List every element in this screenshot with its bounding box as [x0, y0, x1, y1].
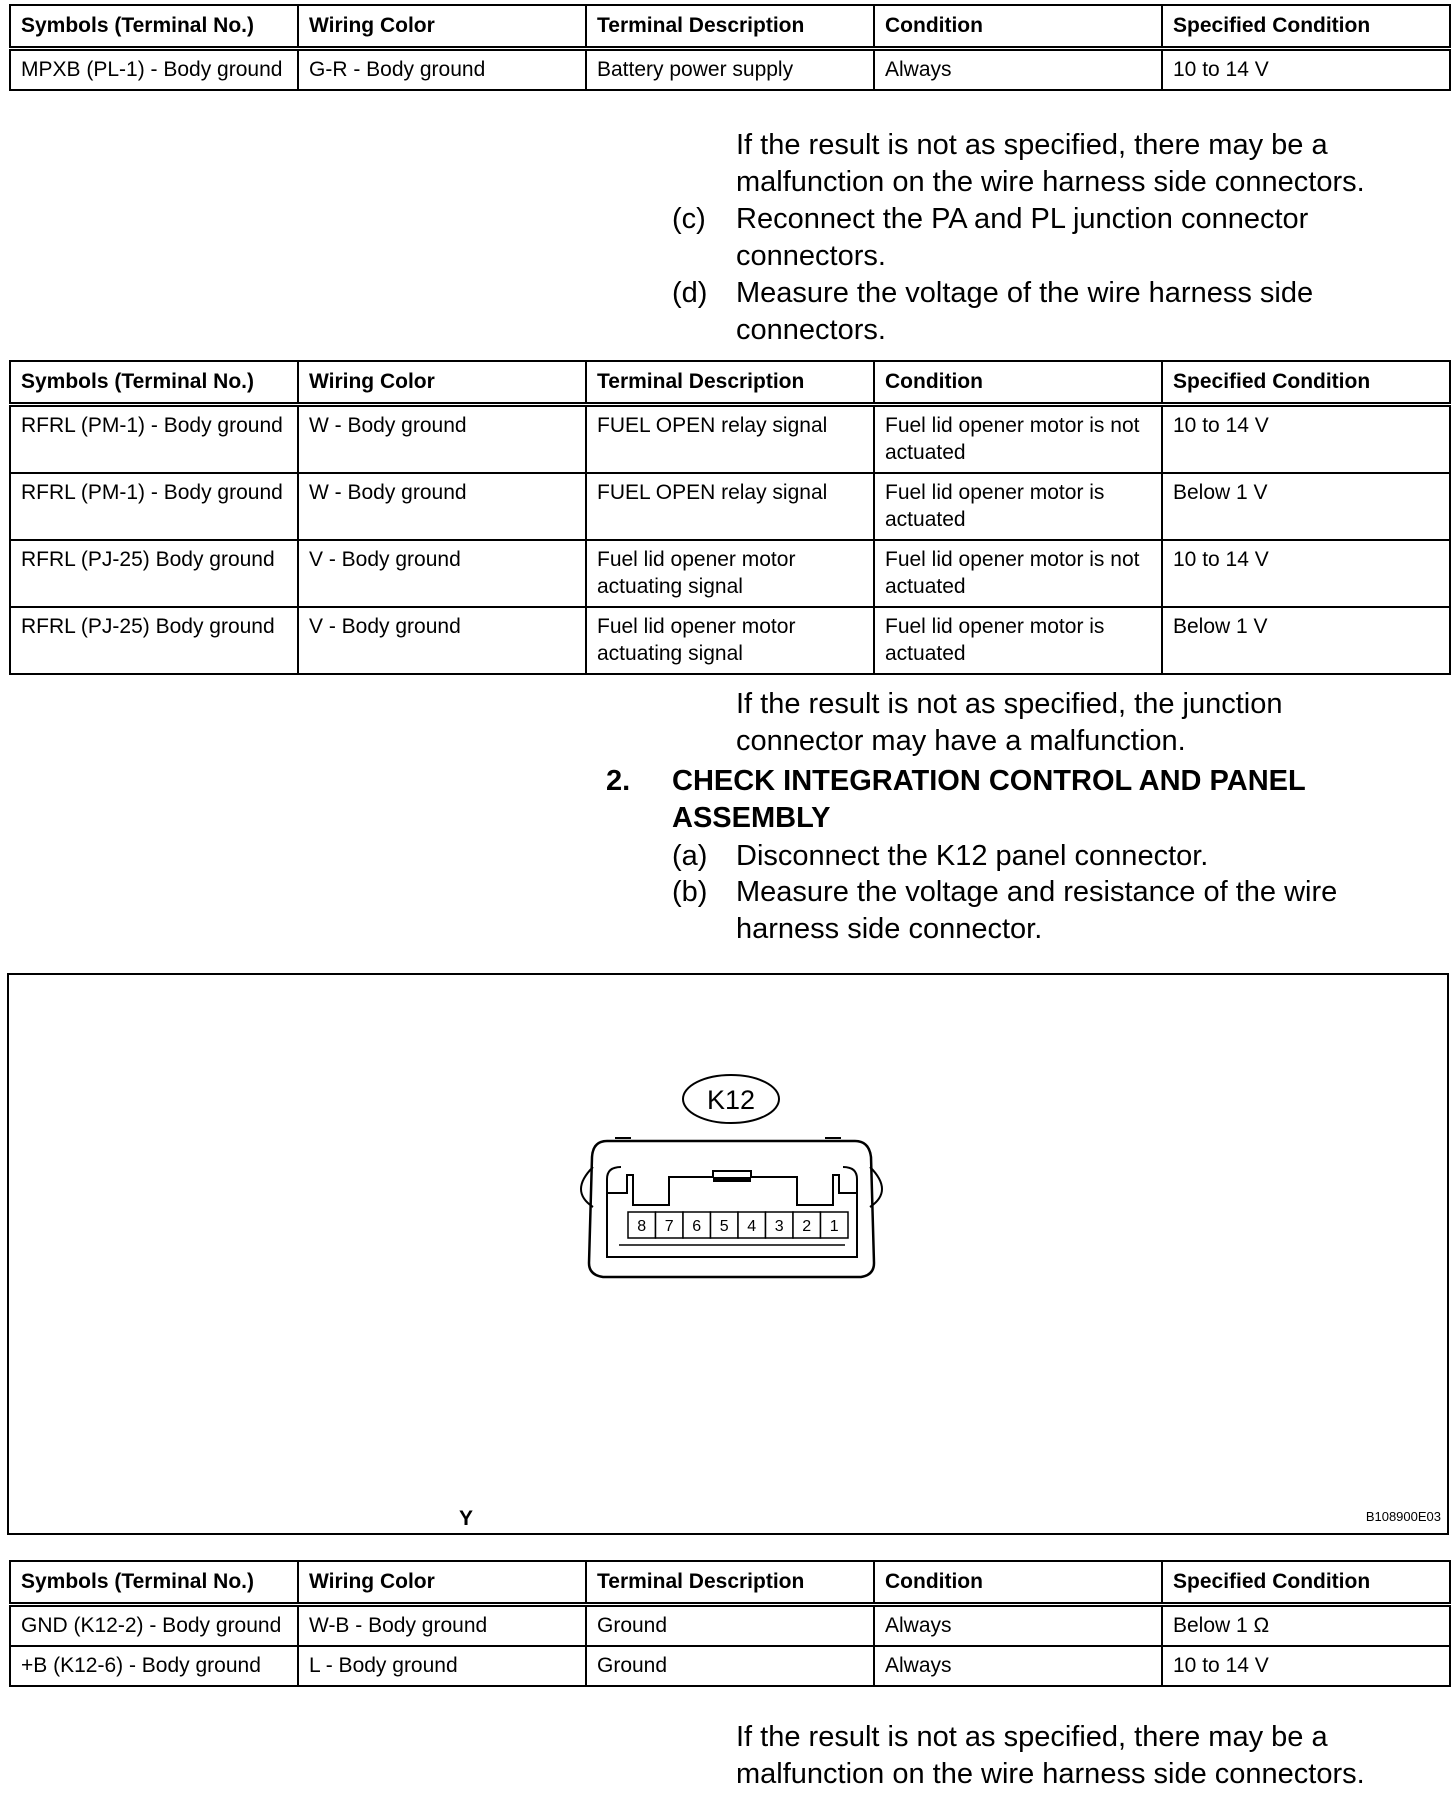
- step-label: (c): [672, 203, 706, 235]
- pin-number: 1: [829, 1218, 839, 1235]
- table-cell: 10 to 14 V: [1162, 49, 1450, 91]
- column-header: Terminal Description: [586, 361, 874, 405]
- table-cell: 10 to 14 V: [1162, 540, 1450, 607]
- table-cell: W-B - Body ground: [298, 1605, 586, 1647]
- result-note-1: If the result is not as specified, there may be a malfunction on the wire harness side connectors.: [736, 129, 1365, 198]
- table-row: [10, 540, 1450, 607]
- table-cell: Ground: [586, 1605, 874, 1647]
- step-text: Reconnect the PA and PL junction connector connectors.: [736, 203, 1309, 272]
- table-row: [10, 1605, 1450, 1647]
- table-row: [10, 607, 1450, 674]
- table-cell: Fuel lid opener motor actuating signal: [586, 607, 874, 674]
- table-row: [10, 473, 1450, 540]
- column-header: Symbols (Terminal No.): [10, 1561, 298, 1605]
- table-cell: FUEL OPEN relay signal: [586, 405, 874, 474]
- column-header: Terminal Description: [586, 1561, 874, 1605]
- table-cell: Fuel lid opener motor is actuated: [874, 607, 1162, 674]
- table-cell: 10 to 14 V: [1162, 405, 1450, 474]
- table-cell: Below 1 V: [1162, 607, 1450, 674]
- step-label: (a): [672, 840, 708, 872]
- connector-diagram: [9, 975, 1447, 1533]
- column-header: Symbols (Terminal No.): [10, 5, 298, 49]
- spec-table-2: [9, 360, 1451, 675]
- column-header: Specified Condition: [1162, 5, 1450, 49]
- table-cell: FUEL OPEN relay signal: [586, 473, 874, 540]
- table-row: [10, 49, 1450, 91]
- step-label: (d): [672, 277, 708, 309]
- table-cell: RFRL (PJ-25) Body ground: [10, 607, 298, 674]
- column-header: Symbols (Terminal No.): [10, 361, 298, 405]
- column-header: Condition: [874, 1561, 1162, 1605]
- table-cell: Battery power supply: [586, 49, 874, 91]
- column-header: Terminal Description: [586, 5, 874, 49]
- result-note-3: If the result is not as specified, there may be a malfunction on the wire harness side connectors.: [736, 1721, 1365, 1790]
- table-cell: Below 1 Ω: [1162, 1605, 1450, 1647]
- spec-table-1: [9, 4, 1451, 91]
- table-cell: Ground: [586, 1646, 874, 1686]
- table-cell: Fuel lid opener motor is actuated: [874, 473, 1162, 540]
- table-cell: RFRL (PM-1) - Body ground: [10, 405, 298, 474]
- connector-figure: [7, 973, 1449, 1535]
- figure-mark: Y: [459, 1507, 474, 1530]
- table-cell: W - Body ground: [298, 473, 586, 540]
- table-cell: V - Body ground: [298, 540, 586, 607]
- table-header-row: [10, 5, 1450, 49]
- table-header-row: [10, 1561, 1450, 1605]
- table-cell: Always: [874, 1605, 1162, 1647]
- table-cell: GND (K12-2) - Body ground: [10, 1605, 298, 1647]
- column-header: Wiring Color: [298, 1561, 586, 1605]
- pin-number: 7: [664, 1218, 674, 1235]
- column-header: Condition: [874, 361, 1162, 405]
- result-note-2: If the result is not as specified, the junction connector may have a malfunction.: [736, 688, 1283, 757]
- table-cell: W - Body ground: [298, 405, 586, 474]
- table-cell: V - Body ground: [298, 607, 586, 674]
- table-header-row: [10, 361, 1450, 405]
- step-text: Measure the voltage of the wire harness side connectors.: [736, 277, 1314, 346]
- table-cell: Fuel lid opener motor is not actuated: [874, 405, 1162, 474]
- column-header: Specified Condition: [1162, 1561, 1450, 1605]
- table-cell: 10 to 14 V: [1162, 1646, 1450, 1686]
- column-header: Wiring Color: [298, 5, 586, 49]
- table-cell: +B (K12-6) - Body ground: [10, 1646, 298, 1686]
- table-cell: Always: [874, 1646, 1162, 1686]
- step-text: Measure the voltage and resistance of the wire harness side connector.: [736, 876, 1338, 945]
- pin-number: 2: [802, 1218, 812, 1235]
- pin-number: 8: [637, 1218, 647, 1235]
- connector-label: K12: [706, 1085, 756, 1115]
- spec-table-3: [9, 1560, 1451, 1687]
- section-title: CHECK INTEGRATION CONTROL AND PANEL ASSEMBLY: [672, 765, 1306, 834]
- table-cell: L - Body ground: [298, 1646, 586, 1686]
- connector-inner: [607, 1167, 857, 1205]
- pin-row: [628, 1212, 848, 1238]
- column-header: Condition: [874, 5, 1162, 49]
- table-cell: RFRL (PJ-25) Body ground: [10, 540, 298, 607]
- table-cell: Fuel lid opener motor is not actuated: [874, 540, 1162, 607]
- figure-code: B108900E03: [1365, 1509, 1441, 1524]
- column-header: Specified Condition: [1162, 361, 1450, 405]
- column-header: Wiring Color: [298, 361, 586, 405]
- table-cell: RFRL (PM-1) - Body ground: [10, 473, 298, 540]
- pin-number: 5: [719, 1218, 729, 1235]
- pin-number: 3: [774, 1218, 784, 1235]
- table-cell: Below 1 V: [1162, 473, 1450, 540]
- section-number: 2.: [606, 765, 631, 797]
- pin-number: 6: [692, 1218, 702, 1235]
- table-row: [10, 405, 1450, 474]
- table-cell: G-R - Body ground: [298, 49, 586, 91]
- step-label: (b): [672, 876, 708, 908]
- table-row: [10, 1646, 1450, 1686]
- table-cell: Always: [874, 49, 1162, 91]
- table-cell: MPXB (PL-1) - Body ground: [10, 49, 298, 91]
- step-text: Disconnect the K12 panel connector.: [736, 840, 1209, 872]
- pin-number: 4: [747, 1218, 757, 1235]
- table-cell: Fuel lid opener motor actuating signal: [586, 540, 874, 607]
